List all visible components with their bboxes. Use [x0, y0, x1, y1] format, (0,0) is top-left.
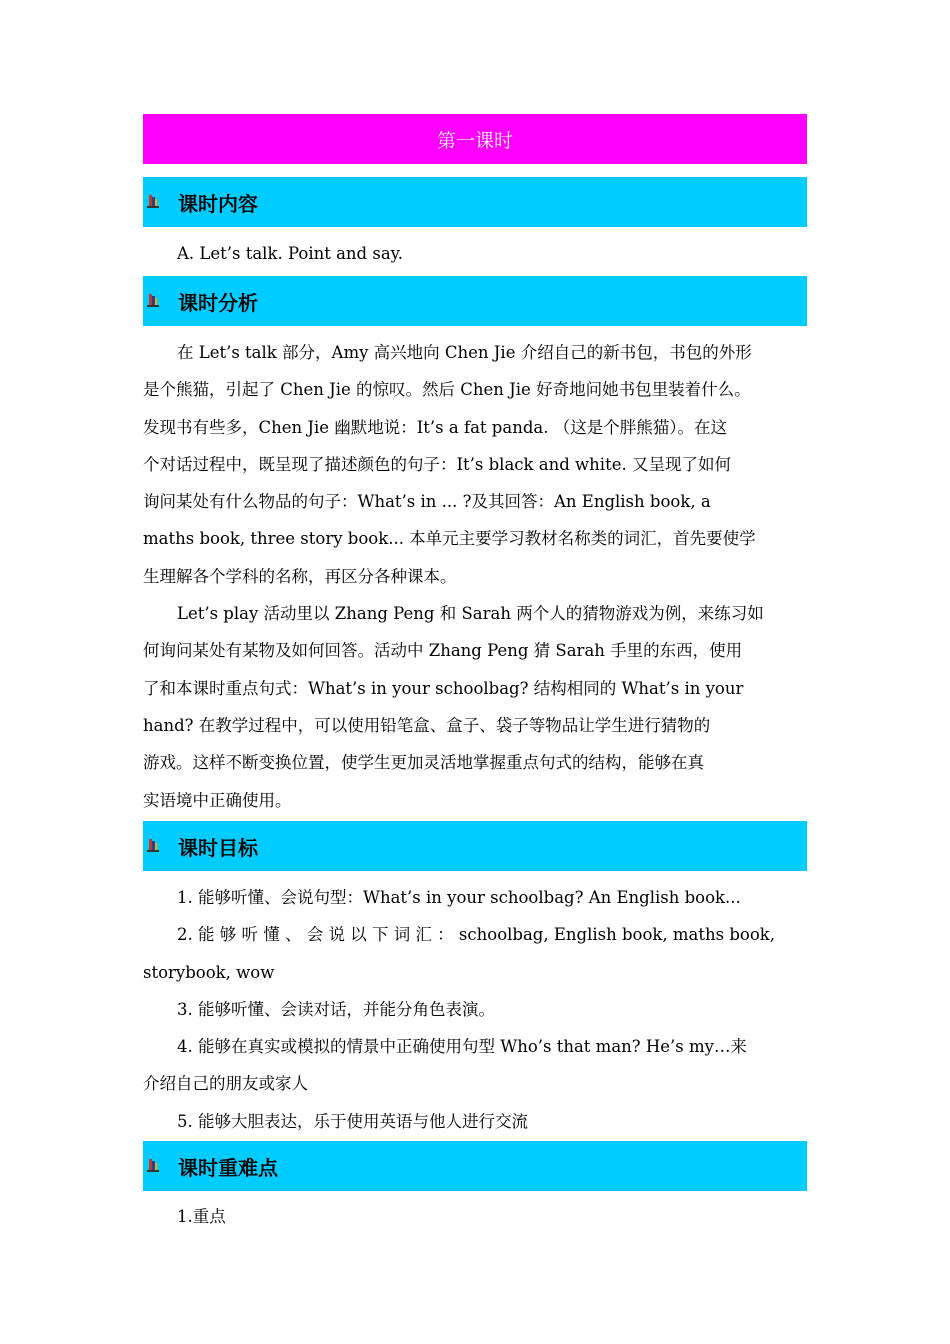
paragraph-line: 是个熊猫，引起了 Chen Jie 的惊叹。然后 Chen Jie 好奇地问她书包里装着什么。: [143, 380, 751, 400]
goal-item: 2. 能 够 听 懂 、 会 说 以 下 词 汇 ： schoolbag, English book, maths book,: [177, 925, 776, 945]
paragraph-line: 实语境中正确使用。: [143, 790, 292, 810]
paragraph-line: 游戏。这样不断变换位置，使学生更加灵活地掌握重点句式的结构，能够在真: [143, 753, 704, 773]
paragraph-line: 在 Let’s talk 部分，Amy 高兴地向 Chen Jie 介绍自己的新书包，书包的外形: [177, 343, 752, 362]
paragraph-line: A. Let’s talk. Point and say.: [177, 244, 404, 263]
lesson-title-bar: [143, 114, 807, 164]
section-header-analysis: [143, 276, 807, 326]
paragraph-line: Let’s play 活动里以 Zhang Peng 和 Sarah 两个人的猜物游戏为例，来练习如: [177, 604, 764, 624]
paragraph-line: 何询问某处有某物及如何回答。活动中 Zhang Peng 猜 Sarah 手里的东西，使用: [143, 641, 743, 661]
book-stack-icon: [146, 194, 162, 210]
lesson-title: 第一课时: [436, 129, 513, 152]
paragraph-line: 发现书有些多，Chen Jie 幽默地说：It’s a fat panda. （这是个胖熊猫）。在这: [143, 417, 727, 437]
book-stack-icon: [146, 838, 162, 854]
section-heading: 课时内容: [178, 191, 258, 216]
goal-item: 4. 能够在真实或模拟的情景中正确使用句型 Who’s that man? He’s my…来: [177, 1037, 747, 1057]
section-heading: 课时目标: [178, 835, 258, 860]
goal-item-continued: storybook, wow: [143, 962, 275, 982]
section-key-points-body: [143, 1198, 807, 1235]
section-heading: 课时重难点: [178, 1155, 278, 1180]
book-stack-icon: [146, 293, 162, 309]
goal-item-continued: 介绍自己的朋友或家人: [143, 1074, 308, 1094]
section-goals-body: [143, 879, 807, 1140]
book-stack-icon: [146, 1158, 162, 1174]
goal-item: 1. 能够听懂、会说句型：What’s in your schoolbag? An English book...: [177, 888, 741, 907]
section-analysis-body: [143, 334, 807, 819]
paragraph-line: maths book, three story book... 本单元主要学习教材名称类的词汇，首先要使学: [143, 529, 756, 549]
paragraph-line: 个对话过程中，既呈现了描述颜色的句子：It’s black and white. 又呈现了如何: [143, 454, 731, 474]
goal-item: 5. 能够大胆表达，乐于使用英语与他人进行交流: [177, 1111, 528, 1131]
section-header-content: [143, 177, 807, 227]
paragraph-line: 了和本课时重点句式：What’s in your schoolbag? 结构相同的 What’s in your: [143, 678, 744, 698]
section-heading: 课时分析: [178, 290, 258, 315]
goal-item: 3. 能够听懂、会读对话，并能分角色表演。: [177, 999, 495, 1019]
paragraph-line: hand? 在教学过程中，可以使用铅笔盒、盒子、袋子等物品让学生进行猜物的: [143, 715, 711, 735]
paragraph-line: 1.重点: [177, 1207, 226, 1226]
section-header-key-points: [143, 1141, 807, 1191]
paragraph-line: 询问某处有什么物品的句子：What’s in ... ?及其回答：An English book, a: [143, 492, 711, 512]
section-header-goals: [143, 821, 807, 871]
section-content-body: [143, 235, 807, 272]
paragraph-line: 生理解各个学科的名称，再区分各种课本。: [143, 566, 457, 586]
